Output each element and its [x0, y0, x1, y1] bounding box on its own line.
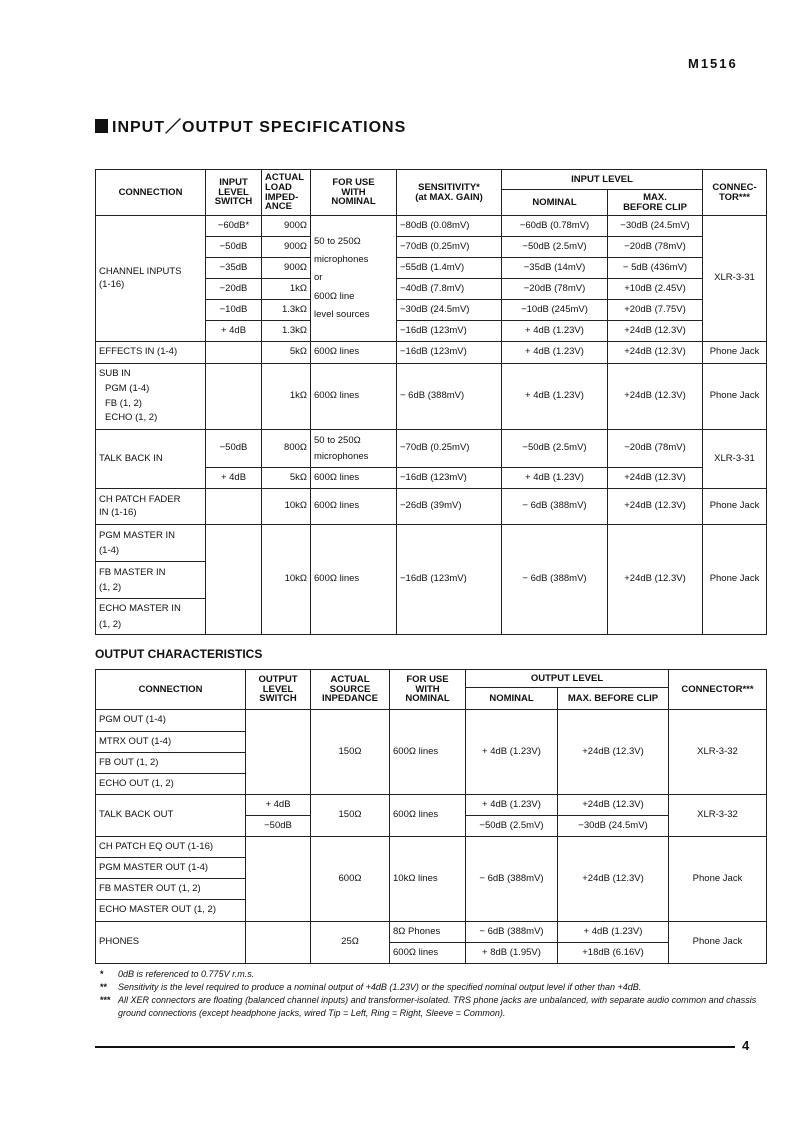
foruse-cell: 600Ω lines	[311, 342, 397, 364]
max-clip-cell: +24dB (12.3V)	[608, 342, 703, 364]
source-impedance-cell: 600Ω	[311, 837, 390, 922]
page-number: 4	[742, 1038, 750, 1053]
hdr-connector: CONNEC- TOR***	[703, 170, 767, 216]
footnote: *** All XER connectors are floating (balanced channel inputs) and transformer-isolated. TRS phone jacks are unbalanced, with separate audio common and chassis ground connections (except headphone jacks, wired Tip = Left, Ring = Right, Sleeve = Common).	[100, 995, 757, 1019]
max-clip-cell: +24dB (12.3V)	[558, 837, 669, 922]
table-row	[96, 837, 767, 858]
footnote: ** Sensitivity is the level required to produce a nominal output of +4dB (1.23V) or the specified nominal output level if other than +4dB.	[100, 982, 642, 993]
sensitivity-cell: −16dB (123mV)	[397, 525, 502, 635]
output-section-title: OUTPUT CHARACTERISTICS	[95, 647, 263, 661]
output-spec-table	[95, 669, 767, 964]
nominal-cell: −50dB (2.5mV)	[502, 430, 608, 468]
table-row	[96, 216, 767, 237]
nominal-cell: −60dB (0.78mV)	[502, 216, 608, 237]
impedance-cell: 10kΩ	[262, 489, 311, 525]
hdr-connection: CONNECTION	[96, 170, 206, 216]
switch-cell: −50dB	[206, 430, 262, 468]
nominal-cell: − 6dB (388mV)	[502, 489, 608, 525]
nominal-cell: + 4dB (1.23V)	[466, 710, 558, 795]
sensitivity-cell: −26dB (39mV)	[397, 489, 502, 525]
table-row	[96, 525, 767, 562]
foruse-cell: 600Ω lines	[311, 364, 397, 430]
hdr-out-connection: CONNECTION	[96, 670, 246, 710]
switch-cell	[206, 364, 262, 430]
impedance-cell: 5kΩ	[262, 342, 311, 364]
hdr-for-use: FOR USE WITH NOMINAL	[311, 170, 397, 216]
sensitivity-cell: −70dB (0.25mV)	[397, 237, 502, 258]
sensitivity-cell: −30dB (24.5mV)	[397, 300, 502, 321]
impedance-cell: 800Ω	[262, 430, 311, 468]
switch-cell	[246, 710, 311, 795]
channel-inputs-foruse: 50 to 250Ω microphones or 600Ω line level sources	[311, 216, 397, 342]
sensitivity-cell: −80dB (0.08mV)	[397, 216, 502, 237]
switch-cell	[206, 489, 262, 525]
sensitivity-cell: −16dB (123mV)	[397, 321, 502, 342]
channel-inputs-connector: XLR-3-31	[703, 216, 767, 342]
hdr-input-switch: INPUT LEVEL SWITCH	[206, 170, 262, 216]
nominal-cell: −10dB (245mV)	[502, 300, 608, 321]
max-clip-cell: −30dB (24.5mV)	[558, 816, 669, 837]
table-row	[96, 364, 767, 430]
hdr-out-connector: CONNECTOR***	[669, 670, 767, 710]
impedance-cell: 1.3kΩ	[262, 300, 311, 321]
switch-cell	[206, 525, 262, 635]
foruse-cell: 600Ω lines	[390, 795, 466, 837]
impedance-cell: 1kΩ	[262, 279, 311, 300]
connector-cell: XLR-3-32	[669, 710, 767, 795]
nominal-cell: − 6dB (388mV)	[466, 922, 558, 943]
output-header-row	[96, 670, 767, 688]
switch-cell: −50dB	[246, 816, 311, 837]
page-title-text: INPUT／OUTPUT SPECIFICATIONS	[112, 119, 407, 136]
table-row	[96, 489, 767, 525]
nominal-cell: + 4dB (1.23V)	[502, 342, 608, 364]
nominal-cell: − 6dB (388mV)	[466, 837, 558, 922]
foruse-cell: 600Ω lines	[311, 468, 397, 489]
impedance-cell: 10kΩ	[262, 525, 311, 635]
switch-cell: + 4dB	[206, 321, 262, 342]
foruse-cell: 600Ω lines	[390, 710, 466, 795]
table-row	[96, 430, 767, 468]
model-number: M1516	[688, 56, 738, 71]
table-row	[96, 710, 767, 732]
hdr-out-max-clip: MAX. BEFORE CLIP	[558, 688, 669, 710]
max-clip-cell: +20dB (7.75V)	[608, 300, 703, 321]
hdr-input-level: INPUT LEVEL	[502, 170, 703, 190]
source-impedance-cell: 150Ω	[311, 795, 390, 837]
page-title	[95, 114, 406, 137]
echo-master-in-label: ECHO MASTER IN (1, 2)	[96, 599, 206, 635]
echo-master-out-label: ECHO MASTER OUT (1, 2)	[96, 900, 246, 922]
impedance-cell: 900Ω	[262, 258, 311, 279]
switch-cell: −60dB*	[206, 216, 262, 237]
hdr-max-clip: MAX. BEFORE CLIP	[608, 190, 703, 216]
footer-rule	[95, 1046, 735, 1048]
switch-cell	[246, 922, 311, 964]
source-impedance-cell: 150Ω	[311, 710, 390, 795]
sub-in-label: SUB IN PGM (1-4) FB (1, 2) ECHO (1, 2)	[96, 364, 206, 430]
pgm-out-label: PGM OUT (1-4)	[96, 710, 246, 732]
phones-label: PHONES	[96, 922, 246, 964]
max-clip-cell: +24dB (12.3V)	[608, 525, 703, 635]
talk-back-connector: XLR-3-31	[703, 430, 767, 489]
max-clip-cell: −20dB (78mV)	[608, 430, 703, 468]
footnotes	[100, 968, 760, 1020]
connector-cell: Phone Jack	[669, 837, 767, 922]
nominal-cell: + 4dB (1.23V)	[466, 795, 558, 816]
max-clip-cell: −20dB (78mV)	[608, 237, 703, 258]
hdr-output-level: OUTPUT LEVEL	[466, 670, 669, 688]
sensitivity-cell: −16dB (123mV)	[397, 468, 502, 489]
switch-cell	[206, 342, 262, 364]
foruse-cell: 600Ω lines	[311, 489, 397, 525]
sensitivity-cell: −70dB (0.25mV)	[397, 430, 502, 468]
max-clip-cell: +24dB (12.3V)	[608, 489, 703, 525]
switch-cell: + 4dB	[246, 795, 311, 816]
connector-cell: XLR-3-32	[669, 795, 767, 837]
max-clip-cell: −30dB (24.5mV)	[608, 216, 703, 237]
nominal-cell: −35dB (14mV)	[502, 258, 608, 279]
mtrx-out-label: MTRX OUT (1-4)	[96, 732, 246, 753]
hdr-load-impedance: ACTUAL LOAD IMPED- ANCE	[262, 170, 311, 216]
sensitivity-cell: −55dB (1.4mV)	[397, 258, 502, 279]
nominal-cell: −50dB (2.5mV)	[466, 816, 558, 837]
input-header-row	[96, 170, 767, 190]
source-impedance-cell: 25Ω	[311, 922, 390, 964]
foruse-cell: 8Ω Phones	[390, 922, 466, 943]
foruse-cell: 600Ω lines	[390, 943, 466, 964]
hdr-sensitivity: SENSITIVITY* (at MAX. GAIN)	[397, 170, 502, 216]
pgm-master-out-label: PGM MASTER OUT (1-4)	[96, 858, 246, 879]
switch-cell: + 4dB	[206, 468, 262, 489]
table-row	[96, 342, 767, 364]
max-clip-cell: +18dB (6.16V)	[558, 943, 669, 964]
max-clip-cell: − 5dB (436mV)	[608, 258, 703, 279]
max-clip-cell: +24dB (12.3V)	[558, 710, 669, 795]
table-row	[96, 795, 767, 816]
talk-back-out-label: TALK BACK OUT	[96, 795, 246, 837]
max-clip-cell: +24dB (12.3V)	[558, 795, 669, 816]
max-clip-cell: +24dB (12.3V)	[608, 468, 703, 489]
echo-out-label: ECHO OUT (1, 2)	[96, 774, 246, 795]
sensitivity-cell: − 6dB (388mV)	[397, 364, 502, 430]
fb-master-in-label: FB MASTER IN (1, 2)	[96, 562, 206, 599]
foruse-cell: 10kΩ lines	[390, 837, 466, 922]
impedance-cell: 900Ω	[262, 216, 311, 237]
switch-cell: −20dB	[206, 279, 262, 300]
sensitivity-cell: −40dB (7.8mV)	[397, 279, 502, 300]
connector-cell: Phone Jack	[703, 489, 767, 525]
footnote: * 0dB is referenced to 0.775V r.m.s.	[100, 969, 255, 979]
nominal-cell: + 4dB (1.23V)	[502, 468, 608, 489]
hdr-out-foruse: FOR USE WITH NOMINAL	[390, 670, 466, 710]
nominal-cell: − 6dB (388mV)	[502, 525, 608, 635]
hdr-out-switch: OUTPUT LEVEL SWITCH	[246, 670, 311, 710]
max-clip-cell: +24dB (12.3V)	[608, 364, 703, 430]
nominal-cell: + 4dB (1.23V)	[502, 321, 608, 342]
foruse-cell: 600Ω lines	[311, 525, 397, 635]
nominal-cell: + 8dB (1.95V)	[466, 943, 558, 964]
nominal-cell: + 4dB (1.23V)	[502, 364, 608, 430]
talk-back-in-label: TALK BACK IN	[96, 430, 206, 489]
impedance-cell: 1kΩ	[262, 364, 311, 430]
switch-cell: −10dB	[206, 300, 262, 321]
switch-cell	[246, 837, 311, 922]
title-square-icon	[95, 119, 108, 133]
table-row	[96, 922, 767, 943]
switch-cell: −35dB	[206, 258, 262, 279]
ch-patch-fader-label: CH PATCH FADER IN (1-16)	[96, 489, 206, 525]
connector-cell: Phone Jack	[703, 525, 767, 635]
fb-out-label: FB OUT (1, 2)	[96, 753, 246, 774]
max-clip-cell: +10dB (2.45V)	[608, 279, 703, 300]
connector-cell: Phone Jack	[703, 364, 767, 430]
switch-cell: −50dB	[206, 237, 262, 258]
ch-patch-eq-out-label: CH PATCH EQ OUT (1-16)	[96, 837, 246, 858]
impedance-cell: 5kΩ	[262, 468, 311, 489]
hdr-nominal: NOMINAL	[502, 190, 608, 216]
nominal-cell: −50dB (2.5mV)	[502, 237, 608, 258]
connector-cell: Phone Jack	[669, 922, 767, 964]
pgm-master-in-label: PGM MASTER IN (1-4)	[96, 525, 206, 562]
channel-inputs-label: CHANNEL INPUTS (1-16)	[96, 216, 206, 342]
foruse-cell: 50 to 250Ω microphones	[311, 430, 397, 468]
nominal-cell: −20dB (78mV)	[502, 279, 608, 300]
hdr-out-nominal: NOMINAL	[466, 688, 558, 710]
impedance-cell: 1.3kΩ	[262, 321, 311, 342]
sensitivity-cell: −16dB (123mV)	[397, 342, 502, 364]
connector-cell: Phone Jack	[703, 342, 767, 364]
effects-in-label: EFFECTS IN (1-4)	[96, 342, 206, 364]
hdr-out-source: ACTUAL SOURCE INPEDANCE	[311, 670, 390, 710]
input-spec-table	[95, 169, 767, 635]
impedance-cell: 900Ω	[262, 237, 311, 258]
max-clip-cell: +24dB (12.3V)	[608, 321, 703, 342]
fb-master-out-label: FB MASTER OUT (1, 2)	[96, 879, 246, 900]
max-clip-cell: + 4dB (1.23V)	[558, 922, 669, 943]
